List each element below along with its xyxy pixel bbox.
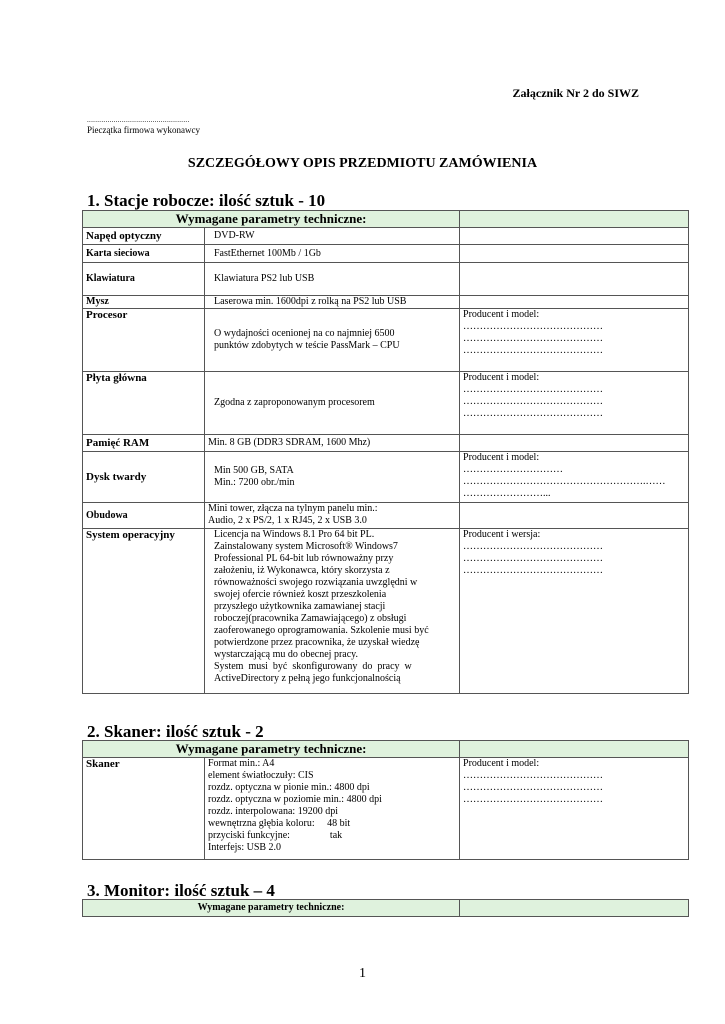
producer-label: Producent i model: [463,758,540,769]
stamp-dotted-line: .................................................. [87,116,190,124]
table-header-row [83,211,689,228]
table-header-cell: Wymagane parametry techniczne: [83,741,460,758]
section-2-heading: 2. Skaner: ilość sztuk - 2 [87,722,264,741]
table-row [83,263,689,296]
stamp-label: Pieczątka firmowa wykonawcy [87,125,200,135]
row-label-system: System operacyjny [83,529,205,694]
row-value-klawiatura: Klawiatura PS2 lub USB [205,263,460,296]
row-label-karta: Karta sieciowa [83,245,205,263]
row-value-procesor: O wydajności ocenionej na co najmniej 6500 punktów zdobytych w teście PassMark – CPU [205,309,460,372]
row-label-skaner: Skaner [83,758,205,860]
workstation-spec-table [82,210,689,694]
producer-label: Producent i model: [463,452,540,463]
table-header-cell: Wymagane parametry techniczne: [83,900,460,917]
monitor-spec-table [82,899,689,917]
row-label-ram: Pamięć RAM [83,435,205,452]
row-label-plyta: Płyta główna [83,372,205,435]
producer-fill-lines: …………………………………… …………………………………… …………………………………… [463,384,604,419]
table-header-empty [460,741,689,758]
row-value-ram: Min. 8 GB (DDR3 SDRAM, 1600 Mhz) [205,435,460,452]
row-value-naped: DVD-RW [205,228,460,245]
page-number: 1 [359,966,366,981]
table-row [83,309,689,372]
scanner-spec-table [82,740,689,860]
attachment-label: Załącznik Nr 2 do SIWZ [512,86,639,100]
row-value-obudowa: Mini tower, złącza na tylnym panelu min.: Audio, 2 x PS/2, 1 x RJ45, 2 x USB 3.0 [205,503,460,529]
producer-label: Producent i wersja: [463,529,541,540]
row-label-dysk: Dysk twardy [83,452,205,503]
producer-label: Producent i model: [463,309,540,320]
row-value-skaner: Format min.: A4 element światłoczuły: CIS rozdz. optyczna w pionie min.: 4800 dpi rozdz. optyczna w poziomie min.: 4800 dpi rozdz. interpolowana: 19200 dpi wewnętrzna głębia koloru: 48 bit przyciski funkcyjne: tak Interfejs: USB 2.0 [205,758,460,860]
row-label-mysz: Mysz [83,296,205,309]
document-title: SZCZEGÓŁOWY OPIS PRZEDMIOTU ZAMÓWIENIA [187,156,538,171]
table-row [83,435,689,452]
producer-fill-lines: …………………………………… …………………………………… …………………………………… [463,770,604,805]
table-row [83,452,689,503]
row-label-klawiatura: Klawiatura [83,263,205,296]
row-value-karta: FastEthernet 100Mb / 1Gb [205,245,460,263]
producer-fill-lines: ………………………… ……………………………………………….…… ……………………... [463,464,666,499]
row-label-naped: Napęd optyczny [83,228,205,245]
row-label-procesor: Procesor [83,309,205,372]
table-header-empty [460,900,689,917]
table-header-row [83,741,689,758]
table-row [83,372,689,435]
row-value-mysz: Laserowa min. 1600dpi z rolką na PS2 lub USB [205,296,460,309]
table-row [83,503,689,529]
table-row [83,245,689,263]
table-row [83,758,689,860]
table-header-empty [460,211,689,228]
table-header-row [83,900,689,917]
section-3-heading: 3. Monitor: ilość sztuk – 4 [87,881,275,900]
table-header-cell: Wymagane parametry techniczne: [83,211,460,228]
row-label-obudowa: Obudowa [83,503,205,529]
producer-label: Producent i model: [463,372,540,383]
producer-fill-lines: …………………………………… …………………………………… …………………………………… [463,541,604,576]
producer-fill-lines: …………………………………… …………………………………… …………………………………… [463,321,604,356]
row-value-system: Licencja na Windows 8.1 Pro 64 bit PL. Zainstalowany system Microsoft® Windows7 Professional PL 64-bit lub równoważny przy założeniu, iż Wykonawca, który skorzysta z równoważności swojego rozwiązania uwzględni w swojej ofercie również koszt przeszkolenia przyszłego użytkownika zamawianej stacji roboczej(pracownika Zamawiającego) z obsługi zaoferowanego oprogramowania. Szkolenie musi być potwierdzone przez pracownika, że uzyskał wiedzę wystarczającą mu do obecnej pracy. System musi być skonfigurowany do pracy w ActiveDirectory z pełną jego funkcjonalnością [205,529,460,694]
table-row [83,529,689,694]
row-value-dysk: Min 500 GB, SATA Min.: 7200 obr./min [205,452,460,503]
row-value-plyta: Zgodna z zaproponowanym procesorem [205,372,460,435]
table-row [83,296,689,309]
section-1-heading: 1. Stacje robocze: ilość sztuk - 10 [87,191,326,210]
table-row [83,228,689,245]
